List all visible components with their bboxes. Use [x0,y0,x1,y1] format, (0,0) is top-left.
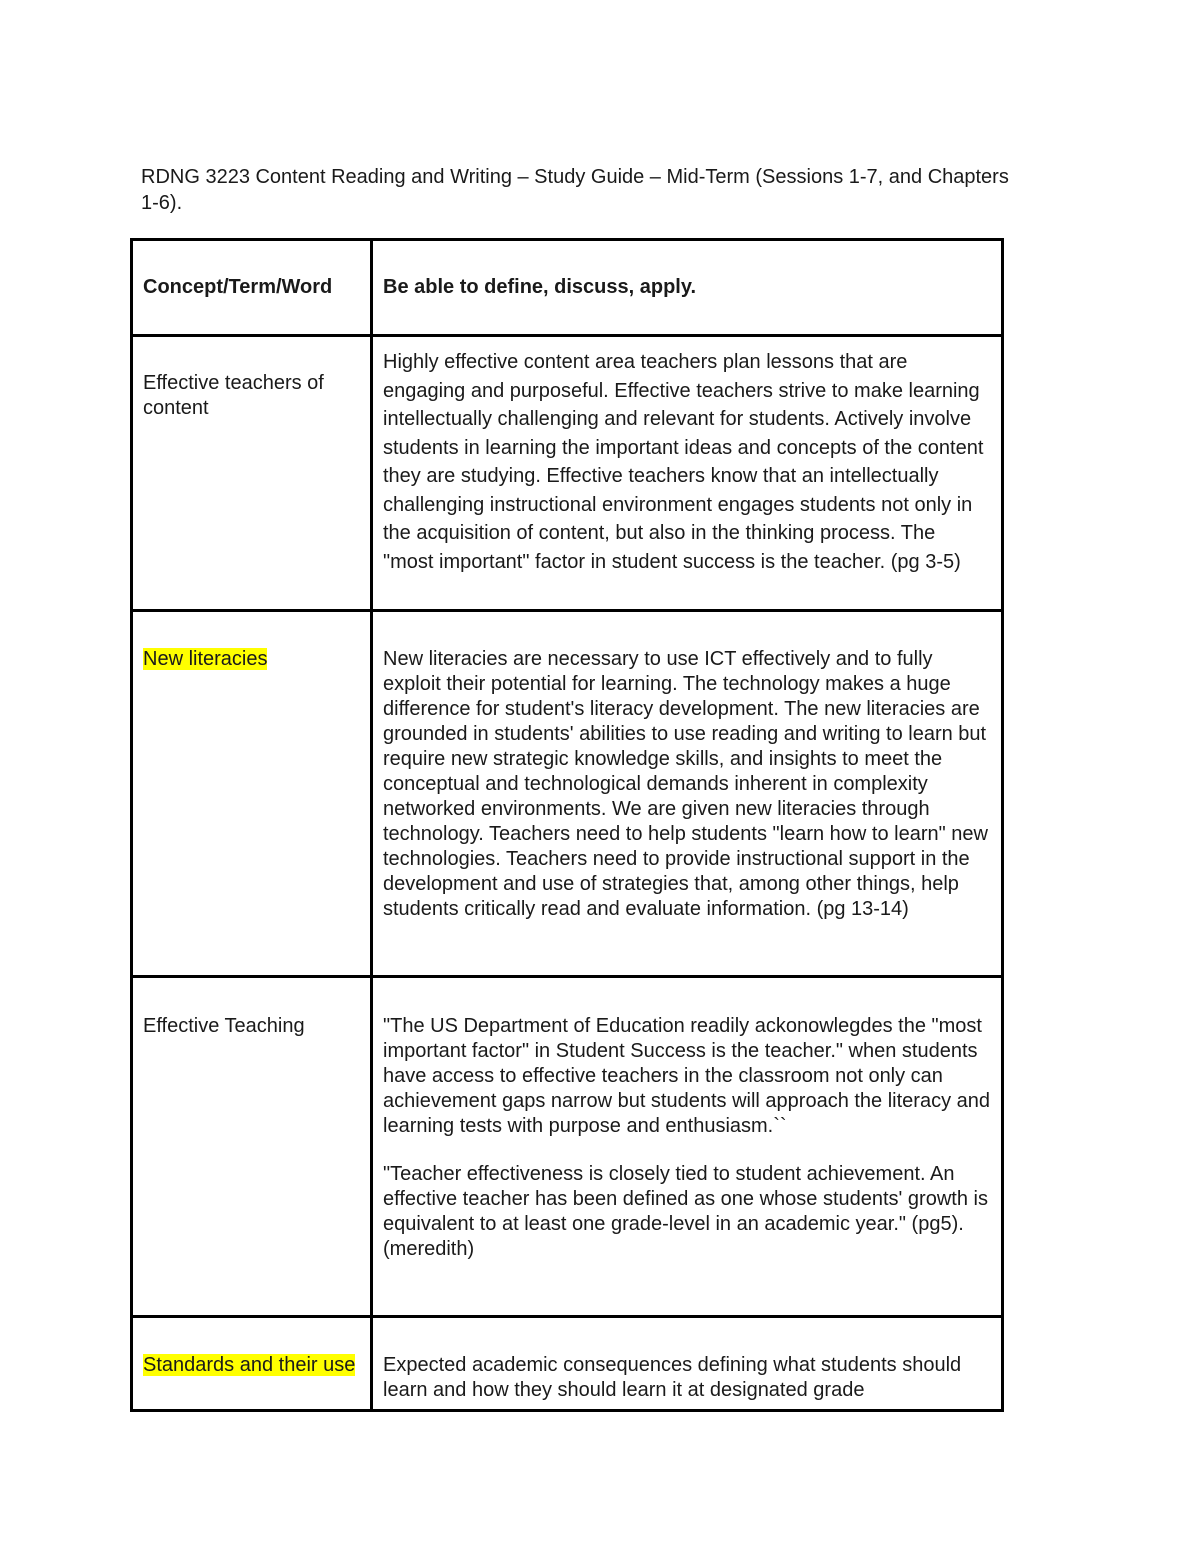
term-cell [132,977,372,1317]
term-cell [132,611,372,977]
definition-cell [372,1317,1003,1411]
term-effective-teachers: Effective teachers of content [143,372,324,419]
term-effective-teaching: Effective Teaching [143,1015,305,1037]
header-cell-concept [132,240,372,336]
definition-effective-teachers: Highly effective content area teachers plan lessons that are engaging and purposeful. Effective teachers strive to make learning intellectually challenging and relevant for students. Actively involve students in learning the important ideas and concepts of the content they are studying. Effective teachers know that an intellectually challenging instructional environment engages students not only in the acquisition of content, but also in the thinking process. The "most important" factor in student success is the teacher. (pg 3-5) [383,351,984,573]
term-cell [132,336,372,611]
table-row [132,1317,1003,1411]
definition-cell [372,336,1003,611]
header-cell-define [372,240,1003,336]
study-guide-table [130,238,1004,1412]
table-row [132,336,1003,611]
definition-standards: Expected academic consequences defining what students should learn and how they should learn it at designated grade [383,1354,962,1401]
definition-new-literacies: New literacies are necessary to use ICT effectively and to fully exploit their potential for learning. The technology makes a huge difference for student's literacy development. The new literacies are grounded in students' abilities to use reading and writing to learn but require new strategic knowledge skills, and insights to meet the conceptual and technological demands inherent in complexity networked environments. We are given new literacies through technology. Teachers need to help students "learn how to learn" new technologies. Teachers need to provide instructional support in the development and use of strategies that, among other things, help students critically read and evaluate information. (pg 13-14) [383,648,988,920]
table-row [132,977,1003,1317]
term-standards: Standards and their use [143,1354,356,1376]
definition-effective-teaching-p2: "Teacher effectiveness is closely tied to student achievement. An effective teacher has been defined as one whose students' growth is equivalent to at least one grade-level in an academic year." (pg5). (meredith) [383,1163,988,1260]
header-define-label: Be able to define, discuss, apply. [383,276,697,298]
definition-cell [372,611,1003,977]
table-row [132,611,1003,977]
term-cell [132,1317,372,1411]
term-new-literacies: New literacies [143,648,268,670]
table-header-row [132,240,1003,336]
definition-cell [372,977,1003,1317]
header-concept-label: Concept/Term/Word [143,276,333,298]
document-title: RDNG 3223 Content Reading and Writing – Study Guide – Mid-Term (Sessions 1-7, and Chapters 1-6). [141,166,1009,214]
definition-effective-teaching-p1: "The US Department of Education readily ackonowlegdes the "most important factor" in Student Success is the teacher." when students have access to effective teachers in the classroom not only can achievement gaps narrow but students will approach the literacy and learning tests with purpose and enthusiasm.`` [383,1015,991,1137]
